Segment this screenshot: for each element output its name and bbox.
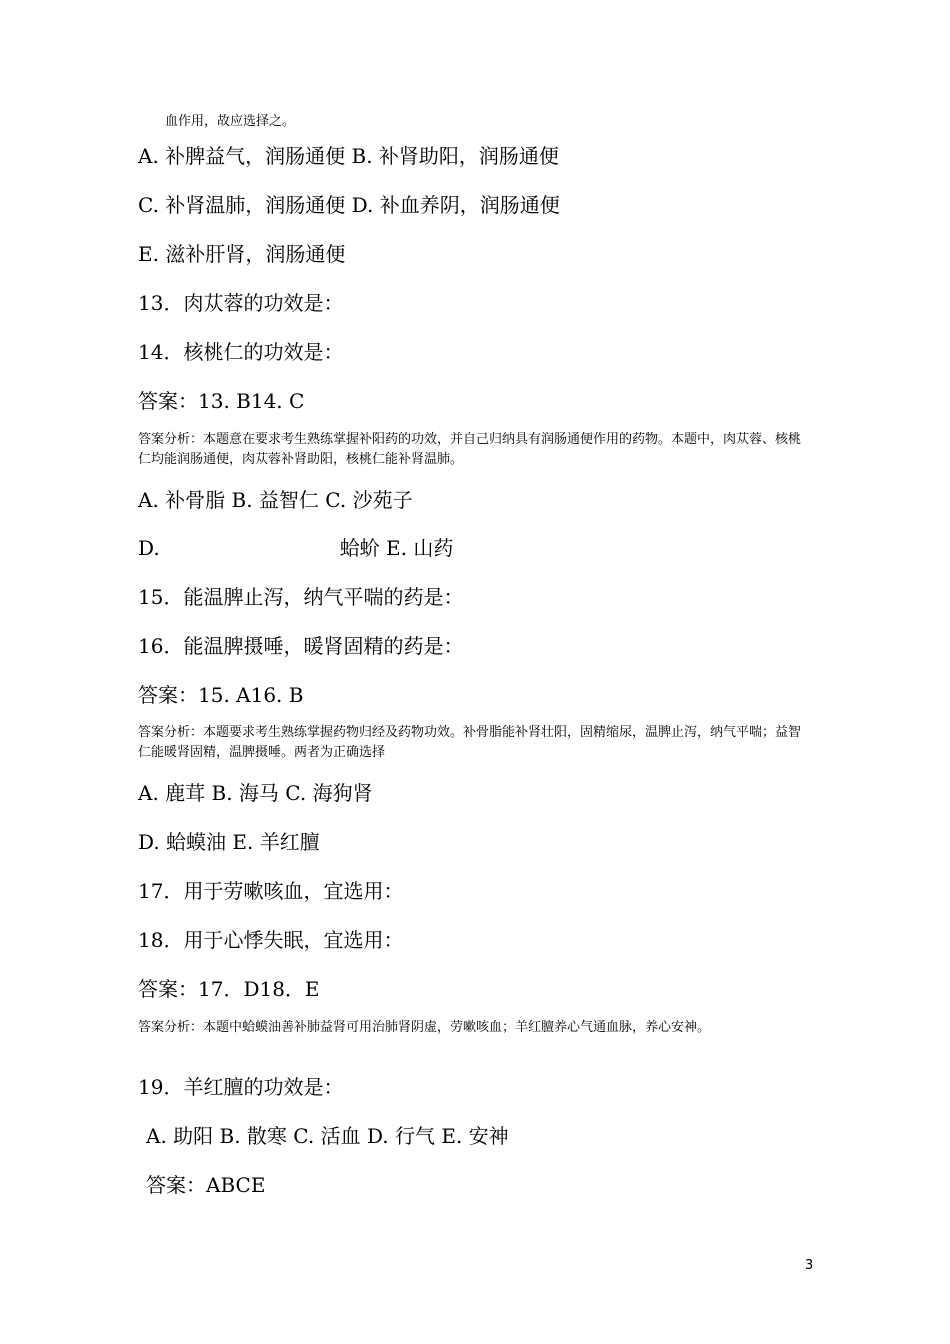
options-line: E. 滋补肝肾，润肠通便 xyxy=(138,242,346,266)
options-line: A. 鹿茸 B. 海马 C. 海狗肾 xyxy=(138,781,373,805)
question-17: 17．用于劳嗽咳血，宜选用： xyxy=(138,879,404,903)
answer-analysis: 答案分析：本题意在要求考生熟练掌握补阳药的功效，并自己归纳具有润肠通便作用的药物。本题中，肉苁蓉、核桃仁均能润肠通便，肉苁蓉补肾助阳，核桃仁能补肾温肺。 xyxy=(138,432,802,467)
text-line: 血作用，故应选择之。 xyxy=(165,114,296,129)
options-line: A. 补骨脂 B. 益智仁 C. 沙苑子 xyxy=(138,488,413,512)
answer-line: 答案：13. B14. C xyxy=(138,389,305,413)
options-line: C. 补肾温肺，润肠通便 D. 补血养阴，润肠通便 xyxy=(138,193,560,217)
option-d-text: 蛤蚧 E. 山药 xyxy=(339,536,454,560)
answer-line: 答案：15. A16. B xyxy=(138,683,304,707)
options-line: A. 补脾益气，润肠通便 B. 补肾助阳，润肠通便 xyxy=(138,144,559,168)
question-18: 18．用于心悸失眠，宜选用： xyxy=(138,928,404,952)
options-line: D. 蛤蟆油 E. 羊红膻 xyxy=(138,830,320,854)
question-15: 15．能温脾止泻，纳气平喘的药是： xyxy=(138,585,464,609)
answer-line: 答案：17．D18．E xyxy=(138,977,320,1001)
page-number: 3 xyxy=(805,1258,814,1273)
question-14: 14．核桃仁的功效是： xyxy=(138,340,344,364)
question-16: 16．能温脾摄唾，暖肾固精的药是： xyxy=(138,634,464,658)
options-line: A. 助阳 B. 散寒 C. 活血 D. 行气 E. 安神 xyxy=(146,1124,509,1148)
question-19: 19．羊红膻的功效是： xyxy=(138,1075,344,1099)
options-line xyxy=(138,536,453,560)
question-13: 13．肉苁蓉的功效是： xyxy=(138,291,344,315)
answer-line: 答案：ABCE xyxy=(146,1173,266,1197)
answer-analysis: 答案分析：本题中蛤蟆油善补肺益肾可用治肺肾阴虚，劳嗽咳血；羊红膻养心气通血脉，养心安神。 xyxy=(138,1020,711,1035)
answer-analysis: 答案分析：本题要求考生熟练掌握药物归经及药物功效。补骨脂能补肾壮阳，固精缩尿，温脾止泻，纳气平喘；益智仁能暖肾固精，温脾摄唾。两者为正确选择 xyxy=(138,725,802,760)
option-d-label: D. xyxy=(138,536,160,560)
